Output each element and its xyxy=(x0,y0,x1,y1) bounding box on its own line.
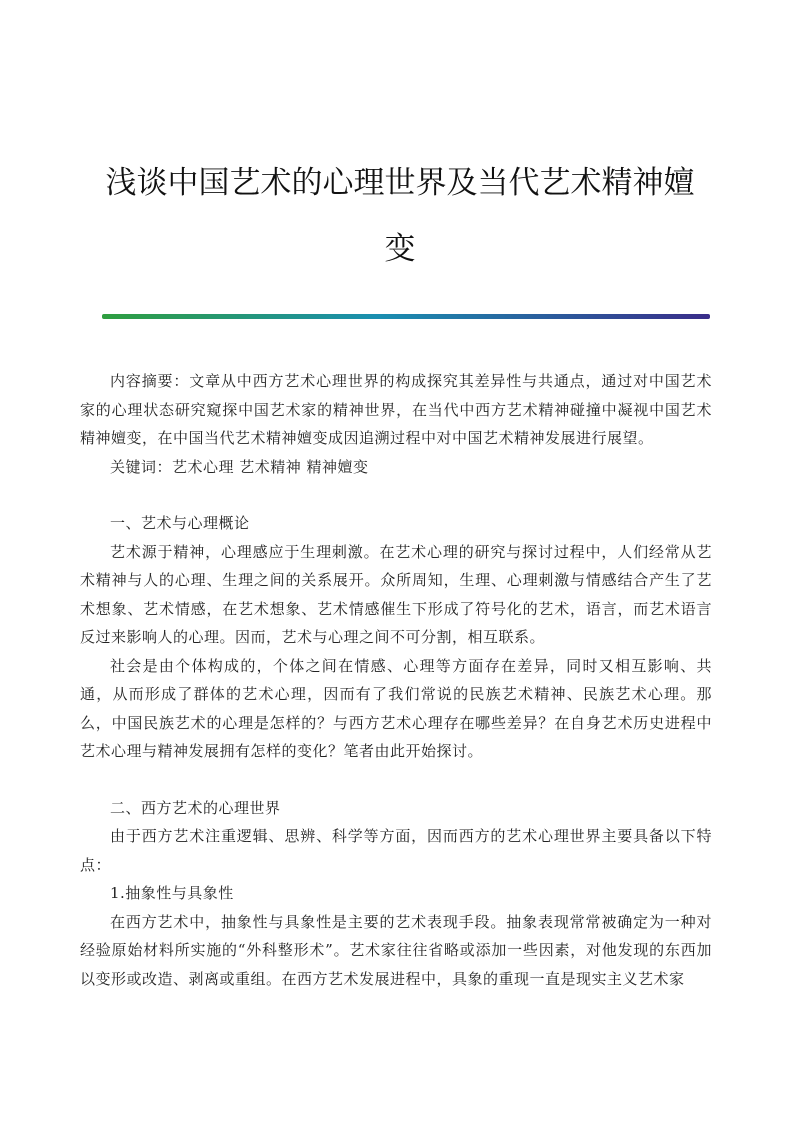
section2-paragraph-1: 由于西方艺术注重逻辑、思辨、科学等方面，因而西方的艺术心理世界主要具备以下特点： xyxy=(80,827,712,874)
section-heading-1: 一、艺术与心理概论 xyxy=(110,514,250,532)
title-line-2: 变 xyxy=(384,231,416,267)
document-body xyxy=(80,367,712,993)
section-heading-2: 二、西方艺术的心理世界 xyxy=(110,798,281,817)
abstract-paragraph: 内容摘要：文章从中西方艺术心理世界的构成探究其差异性与共通点，通过对中国艺术家的心理状态研究窥探中国艺术家的精神世界，在当代中西方艺术精神碰撞中凝视中国艺术精神嬗变，在中国当代艺术精神嬗变成因追溯过程中对中国艺术精神发展进行展望。 xyxy=(80,372,712,447)
section1-paragraph-2: 社会是由个体构成的，个体之间在情感、心理等方面存在差异，同时又相互影响、共通，从而形成了群体的艺术心理，因而有了我们常说的民族艺术精神、民族艺术心理。那么，中国民族艺术的心理是怎样的？与西方艺术心理存在哪些差异？在自身艺术历史进程中艺术心理与精神发展拥有怎样的变化？笔者由此开始探讨。 xyxy=(80,656,712,760)
section2-subheading: 1.抽象性与具象性 xyxy=(110,884,234,902)
page-title xyxy=(80,150,720,282)
title-line-1: 浅谈中国艺术的心理世界及当代艺术精神嬗 xyxy=(105,165,695,201)
keywords-line: 关键词：艺术心理 艺术精神 精神嬗变 xyxy=(110,457,369,476)
title-divider xyxy=(102,314,710,319)
section2-paragraph-2: 在西方艺术中，抽象性与具象性是主要的艺术表现手段。抽象表现常常被确定为一种对经验原始材料所实施的“外科整形术”。艺术家往往省略或添加一些因素，对他发现的东西加以变形或改造、剥离或重组。在西方艺术发展进程中，具象的重现一直是现实主义艺术家 xyxy=(80,912,712,988)
section1-paragraph-1: 艺术源于精神，心理感应于生理刺激。在艺术心理的研究与探讨过程中，人们经常从艺术精神与人的心理、生理之间的关系展开。众所周知，生理、心理刺激与情感结合产生了艺术想象、艺术情感，在艺术想象、艺术情感催生下形成了符号化的艺术，语言，而艺术语言反过来影响人的心理。因而，艺术与心理之间不可分割，相互联系。 xyxy=(80,542,712,646)
